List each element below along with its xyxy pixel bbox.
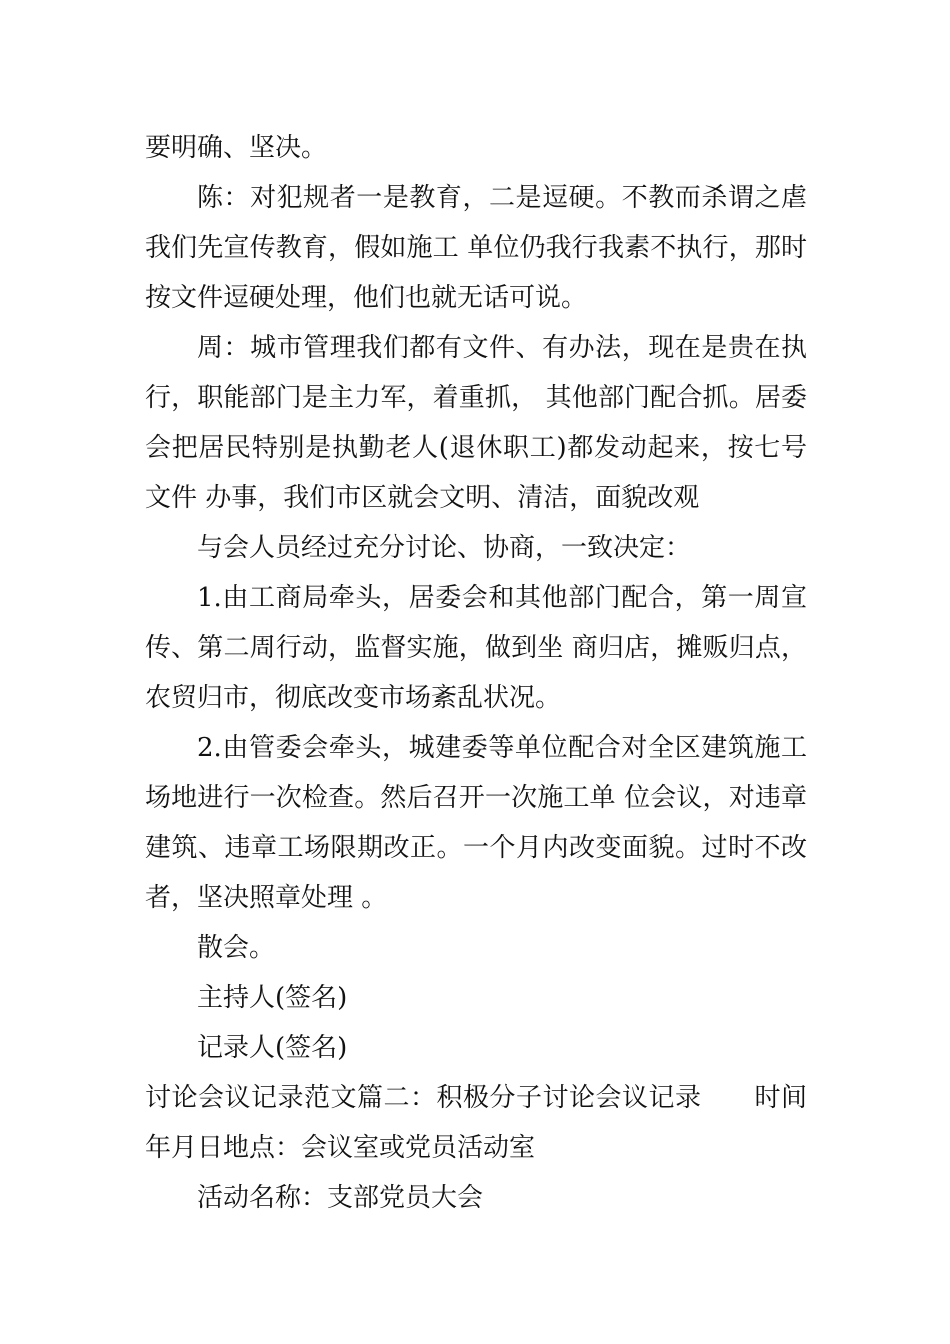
paragraph-activity-name: 活动名称：支部党员大会 [197,1183,484,1213]
paragraph-zhou-remark: 周：城市管理我们都有文件、有办法，现在是贵在执行，职能部门是主力军，着重抓， 其他部门配合抓。居委会把居民特别是执勤老人(退休职工)都发动起来，按七号文件 办事，我们市区就会文明、清洁，面貌改观 [145,333,807,513]
paragraph-decision-intro: 与会人员经过充分讨论、协商，一致决定： [197,533,692,563]
paragraph-adjourn: 散会。 [197,933,276,963]
paragraph-host-signature: 主持人(签名) [197,983,348,1013]
paragraph-decision-1: 1.由工商局牵头，居委会和其他部门配合，第一周宣传、第二周行动，监督实施，做到坐 商归店，摊贩归点，农贸归市，彻底改变市场紊乱状况。 [145,583,807,713]
paragraph-decision-2: 2.由管委会牵头，城建委等单位配合对全区建筑施工场地进行一次检查。然后召开一次施工单 位会议，对违章建筑、违章工场限期改正。一个月内改变面貌。过时不改者，坚决照章处理 。 [145,733,807,913]
paragraph-continuation: 要明确、坚决。 [145,133,328,163]
paragraph-sample-two-heading: 讨论会议记录范文篇二：积极分子讨论会议记录 时间年月日地点：会议室或党员活动室 [145,1083,807,1163]
paragraph-recorder-signature: 记录人(签名) [197,1033,348,1063]
document-body [145,123,807,1223]
paragraph-chen-remark: 陈：对犯规者一是教育，二是逗硬。不教而杀谓之虐我们先宣传教育，假如施工 单位仍我行我素不执行，那时按文件逗硬处理，他们也就无话可说。 [145,183,807,313]
